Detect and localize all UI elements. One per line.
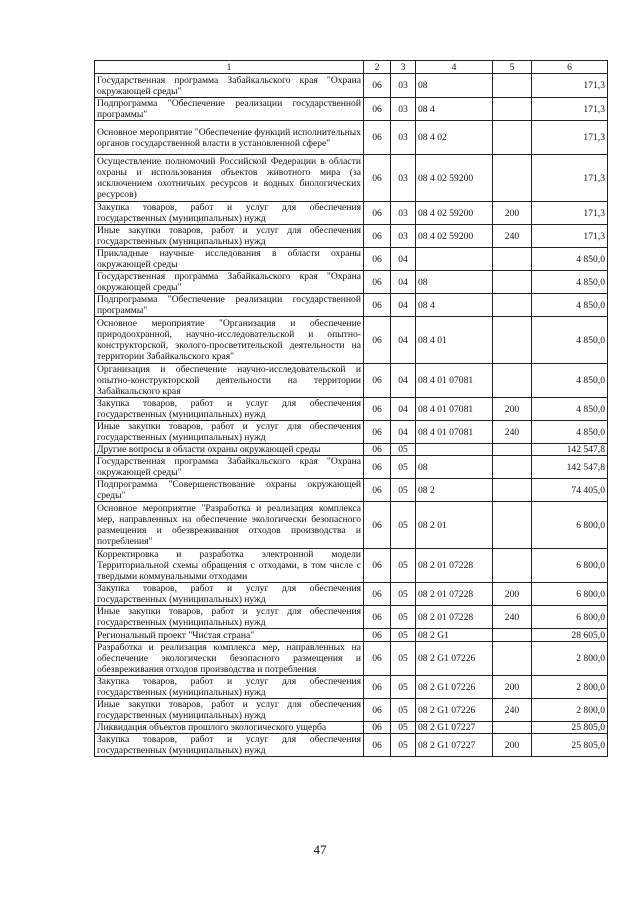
row-amount: 2 800,0 [532,642,608,676]
row-target-code: 08 [416,456,493,479]
row-name: Государственная программа Забайкальского края "Охрана окружающей среды" [95,456,364,479]
row-subsection: 05 [391,722,416,734]
header-cell-5: 5 [493,61,532,74]
row-target-code: 08 4 02 [416,121,493,155]
row-expense-type [493,629,532,642]
row-amount: 171,3 [532,98,608,121]
header-row [95,61,608,74]
row-expense-type [493,549,532,583]
row-subsection: 05 [391,479,416,502]
table-row [95,606,608,629]
row-section: 06 [364,444,391,456]
row-name: Закупка товаров, работ и услуг для обеспечения государственных (муниципальных) нужд [95,202,364,225]
row-expense-type [493,364,532,398]
row-section: 06 [364,121,391,155]
row-amount: 2 800,0 [532,676,608,699]
table-row [95,271,608,294]
row-subsection: 03 [391,74,416,98]
row-name: Государственная программа Забайкальского края "Охрана окружающей среды" [95,271,364,294]
row-section: 06 [364,317,391,364]
budget-table [94,60,608,757]
row-section: 06 [364,248,391,271]
row-expense-type [493,479,532,502]
row-target-code [416,248,493,271]
row-expense-type [493,74,532,98]
header-cell-1: 1 [95,61,364,74]
table-row [95,629,608,642]
row-section: 06 [364,642,391,676]
row-expense-type [493,248,532,271]
table-row [95,121,608,155]
row-section: 06 [364,225,391,248]
table-row [95,479,608,502]
row-name: Иные закупки товаров, работ и услуг для обеспечения государственных (муниципальных) нужд [95,606,364,629]
row-subsection: 03 [391,202,416,225]
row-section: 06 [364,294,391,317]
row-section: 06 [364,549,391,583]
row-name: Подпрограмма "Обеспечение реализации государственной программы" [95,294,364,317]
header-cell-2: 2 [364,61,391,74]
row-target-code: 08 2 01 07228 [416,583,493,606]
row-target-code: 08 2 [416,479,493,502]
row-target-code [416,444,493,456]
row-name: Закупка товаров, работ и услуг для обеспечения государственных (муниципальных) нужд [95,583,364,606]
row-target-code: 08 4 01 07081 [416,398,493,421]
row-subsection: 03 [391,121,416,155]
row-target-code: 08 2 G1 07227 [416,722,493,734]
row-section: 06 [364,502,391,549]
row-amount: 142 547,8 [532,444,608,456]
row-amount: 6 800,0 [532,549,608,583]
row-target-code: 08 2 G1 07226 [416,676,493,699]
row-expense-type [493,456,532,479]
table-row [95,722,608,734]
row-name: Государственная программа Забайкальского края "Охрана окружающей среды" [95,74,364,98]
row-target-code: 08 4 01 07081 [416,364,493,398]
row-section: 06 [364,74,391,98]
row-amount: 171,3 [532,74,608,98]
table-row [95,294,608,317]
row-amount: 25 805,0 [532,722,608,734]
row-name: Закупка товаров, работ и услуг для обеспечения государственных (муниципальных) нужд [95,398,364,421]
row-target-code: 08 4 01 07081 [416,421,493,444]
row-target-code: 08 [416,271,493,294]
row-amount: 4 850,0 [532,248,608,271]
row-expense-type [493,642,532,676]
row-amount: 6 800,0 [532,502,608,549]
header-cell-6: 6 [532,61,608,74]
table-row [95,202,608,225]
row-subsection: 05 [391,456,416,479]
table-row [95,699,608,722]
row-amount: 171,3 [532,121,608,155]
row-name: Корректировка и разработка электронной модели Территориальной схемы обращения с отходами, в том числе с твердыми коммунальными отходами [95,549,364,583]
table-row [95,444,608,456]
row-amount: 4 850,0 [532,317,608,364]
row-section: 06 [364,676,391,699]
row-name: Прикладные научные исследования в области охраны окружающей среды [95,248,364,271]
row-name: Организация и обеспечение научно-исследовательской и опытно-конструкторской деятельности на территории Забайкальского края [95,364,364,398]
row-subsection: 04 [391,248,416,271]
row-name: Ликвидация объектов прошлого экологического ущерба [95,722,364,734]
header-cell-4: 4 [416,61,493,74]
row-amount: 2 800,0 [532,699,608,722]
header-cell-3: 3 [391,61,416,74]
row-section: 06 [364,456,391,479]
row-amount: 28 605,0 [532,629,608,642]
row-expense-type [493,317,532,364]
row-section: 06 [364,734,391,757]
row-name: Осуществление полномочий Российской Федерации в области охраны и использования объектов животного мира (за исключением охотничьих ресурсов и водных биологических ресурсов) [95,155,364,202]
row-subsection: 05 [391,734,416,757]
row-name: Основное мероприятие "Разработка и реализация комплекса мер, направленных на обеспечение экологически безопасного размещения и обезвреживания отходов производства и потребления" [95,502,364,549]
row-amount: 74 405,0 [532,479,608,502]
table-row [95,734,608,757]
row-subsection: 05 [391,629,416,642]
row-expense-type [493,271,532,294]
row-target-code: 08 4 02 59200 [416,225,493,248]
page-number: 47 [313,842,327,857]
row-expense-type: 240 [493,421,532,444]
row-subsection: 05 [391,642,416,676]
table-row [95,502,608,549]
row-amount: 6 800,0 [532,606,608,629]
row-target-code: 08 2 01 [416,502,493,549]
row-name: Основное мероприятие "Обеспечение функций исполнительных органов государственной власти в установленной сфере" [95,121,364,155]
row-amount: 171,3 [532,155,608,202]
row-name: Закупка товаров, работ и услуг для обеспечения государственных (муниципальных) нужд [95,676,364,699]
table-row [95,676,608,699]
row-name: Подпрограмма "Совершенствование охраны окружающей среды" [95,479,364,502]
table-row [95,642,608,676]
table-row [95,583,608,606]
row-section: 06 [364,629,391,642]
row-expense-type [493,155,532,202]
row-subsection: 04 [391,294,416,317]
row-subsection: 03 [391,155,416,202]
row-name: Разработка и реализация комплекса мер, направленных на обеспечение экологически безопасного размещения и обезвреживания отходов производства и потребления [95,642,364,676]
row-name: Иные закупки товаров, работ и услуг для обеспечения государственных (муниципальных) нужд [95,699,364,722]
table-row [95,74,608,98]
row-subsection: 05 [391,606,416,629]
row-subsection: 04 [391,317,416,364]
table-row [95,421,608,444]
row-target-code: 08 2 G1 07227 [416,734,493,757]
row-subsection: 04 [391,398,416,421]
row-section: 06 [364,271,391,294]
row-subsection: 04 [391,364,416,398]
row-expense-type [493,294,532,317]
row-section: 06 [364,583,391,606]
row-target-code: 08 4 02 59200 [416,155,493,202]
row-expense-type: 200 [493,583,532,606]
row-name: Другие вопросы в области охраны окружающей среды [95,444,364,456]
row-expense-type [493,722,532,734]
row-expense-type: 240 [493,606,532,629]
table-row [95,225,608,248]
row-section: 06 [364,479,391,502]
row-expense-type: 240 [493,225,532,248]
row-target-code: 08 2 G1 07226 [416,699,493,722]
row-subsection: 05 [391,699,416,722]
row-section: 06 [364,421,391,444]
row-section: 06 [364,722,391,734]
row-subsection: 05 [391,502,416,549]
row-target-code: 08 [416,74,493,98]
row-expense-type [493,121,532,155]
row-subsection: 05 [391,676,416,699]
row-expense-type: 200 [493,202,532,225]
row-subsection: 04 [391,421,416,444]
row-amount: 6 800,0 [532,583,608,606]
row-target-code: 08 2 G1 07226 [416,642,493,676]
row-name: Региональный проект "Чистая страна" [95,629,364,642]
row-expense-type [493,502,532,549]
row-expense-type: 200 [493,398,532,421]
row-amount: 25 805,0 [532,734,608,757]
row-subsection: 03 [391,225,416,248]
row-amount: 4 850,0 [532,421,608,444]
row-target-code: 08 2 01 07228 [416,606,493,629]
row-expense-type [493,444,532,456]
row-section: 06 [364,98,391,121]
table-row [95,456,608,479]
row-amount: 4 850,0 [532,398,608,421]
row-section: 06 [364,606,391,629]
row-target-code: 08 4 [416,294,493,317]
row-section: 06 [364,364,391,398]
row-target-code: 08 4 [416,98,493,121]
row-expense-type: 240 [493,699,532,722]
row-target-code: 08 4 01 [416,317,493,364]
table-row [95,248,608,271]
table-row [95,317,608,364]
table-row [95,98,608,121]
row-expense-type: 200 [493,676,532,699]
row-expense-type [493,98,532,121]
row-name: Закупка товаров, работ и услуг для обеспечения государственных (муниципальных) нужд [95,734,364,757]
row-subsection: 04 [391,271,416,294]
row-name: Основное мероприятие "Организация и обеспечение природоохранной, научно-исследовательской и опытно-конструкторской, эколого-просветительской деятельности на территории Забайкальского края" [95,317,364,364]
row-target-code: 08 2 G1 [416,629,493,642]
row-subsection: 05 [391,583,416,606]
row-subsection: 03 [391,98,416,121]
row-subsection: 05 [391,444,416,456]
row-target-code: 08 4 02 59200 [416,202,493,225]
row-amount: 4 850,0 [532,364,608,398]
row-section: 06 [364,202,391,225]
row-amount: 171,3 [532,202,608,225]
row-amount: 142 547,8 [532,456,608,479]
row-amount: 4 850,0 [532,271,608,294]
table-row [95,549,608,583]
row-expense-type: 200 [493,734,532,757]
row-name: Иные закупки товаров, работ и услуг для обеспечения государственных (муниципальных) нужд [95,421,364,444]
table-row [95,364,608,398]
row-section: 06 [364,398,391,421]
row-target-code: 08 2 01 07228 [416,549,493,583]
row-amount: 4 850,0 [532,294,608,317]
row-subsection: 05 [391,549,416,583]
table-row [95,398,608,421]
row-name: Подпрограмма "Обеспечение реализации государственной программы" [95,98,364,121]
row-amount: 171,3 [532,225,608,248]
row-name: Иные закупки товаров, работ и услуг для обеспечения государственных (муниципальных) нужд [95,225,364,248]
table-row [95,155,608,202]
row-section: 06 [364,155,391,202]
row-section: 06 [364,699,391,722]
